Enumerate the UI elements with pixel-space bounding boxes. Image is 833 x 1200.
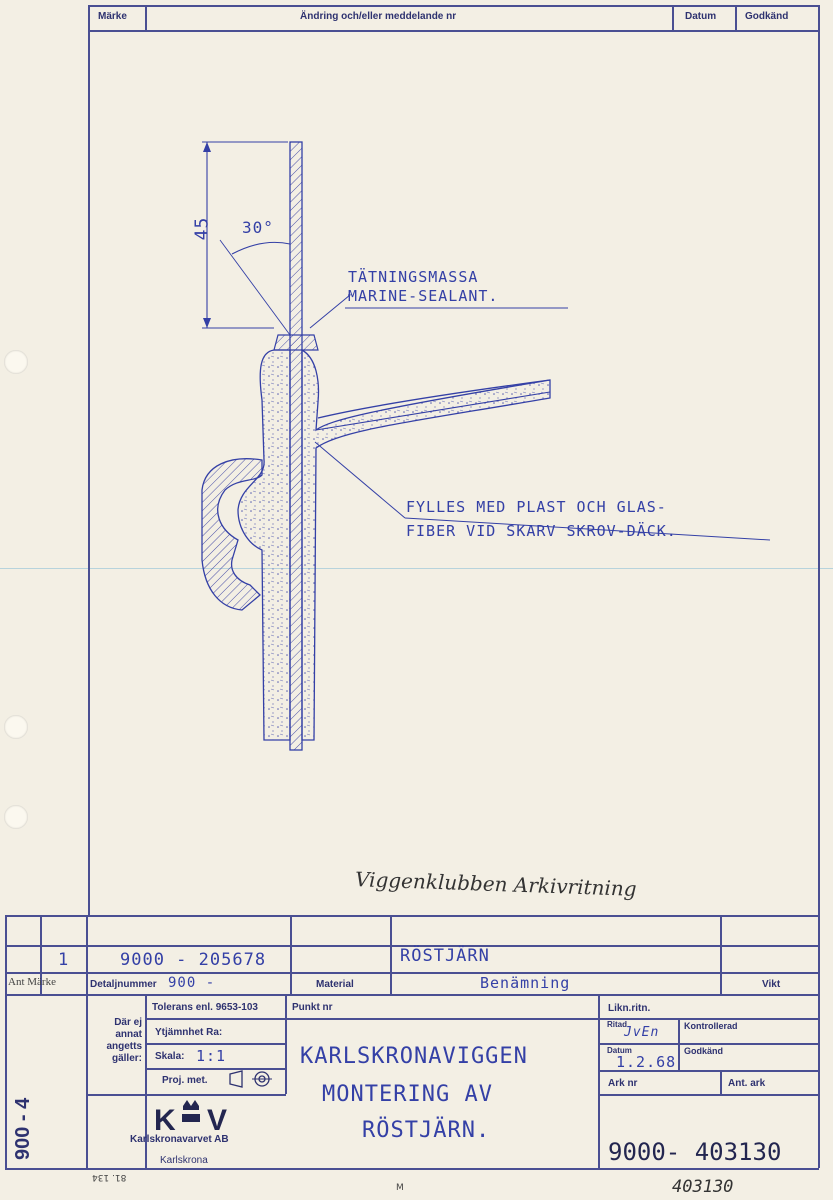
note-sealant-2: MARINE-SEALANT.: [348, 287, 499, 305]
tb-line: [598, 1094, 819, 1096]
tb-sep: [720, 1070, 722, 1094]
parts-line: [5, 915, 819, 917]
ytjamnhet-label: Ytjämnhet Ra:: [155, 1027, 223, 1038]
punch-hole: [4, 350, 28, 374]
parts-sep: [86, 915, 88, 1168]
projection-symbol-icon: [228, 1070, 276, 1088]
godkand-label: Godkänd: [684, 1046, 724, 1056]
parts-col-benamning: Benämning: [480, 974, 571, 992]
svg-text:V: V: [207, 1104, 228, 1134]
drawing-number: 9000- 403130: [608, 1138, 782, 1166]
note-fill-1: FYLLES MED PLAST OCH GLAS-: [406, 498, 667, 516]
frame-left: [88, 5, 90, 915]
tb-line: [598, 1043, 819, 1045]
tb-sep: [285, 994, 287, 1094]
title-line-2: MONTERING AV: [322, 1082, 493, 1107]
kv-logo: [152, 1098, 242, 1138]
footer-mark: M: [396, 1183, 404, 1193]
parts-col-vikt: Vikt: [762, 979, 781, 990]
hull-plate: [290, 142, 302, 750]
punch-hole: [4, 715, 28, 739]
archive-note: Viggenklubben Arkivritning: [354, 867, 638, 901]
header-marke: Märke: [98, 11, 127, 22]
parts-sep: [5, 915, 7, 1168]
laminate-inner: [302, 350, 550, 740]
parts-sep: [720, 915, 722, 994]
title-line-3: RÖSTJÄRN.: [362, 1118, 491, 1143]
company-name: Karlskronavarvet AB: [130, 1134, 229, 1145]
tolerans-label: Tolerans enl. 9653-103: [152, 1002, 258, 1013]
sealant-cap: [274, 335, 318, 350]
header-divider: [88, 30, 819, 32]
ritad-label: Ritad: [607, 1020, 627, 1029]
ark-nr-label: Ark nr: [608, 1078, 638, 1089]
proj-met-label: Proj. met.: [162, 1075, 208, 1086]
punkt-nr-label: Punkt nr: [292, 1002, 333, 1013]
dim-45: 45: [191, 216, 213, 241]
skala-value: 1:1: [196, 1047, 227, 1065]
parts-line: [5, 994, 819, 996]
frame-top: [88, 5, 819, 7]
form-code: 81. 134: [92, 1172, 127, 1182]
parts-sep: [390, 915, 392, 994]
parts-benamning: RÖSTJÄRN: [400, 946, 490, 966]
svg-text:K: K: [154, 1104, 176, 1134]
tb-sep: [678, 1018, 680, 1070]
laminate: [238, 350, 290, 740]
datum-label: Datum: [607, 1046, 632, 1055]
ant-ark-label: Ant. ark: [728, 1078, 766, 1089]
series-number: 900 - 4: [12, 1097, 34, 1160]
angle-arc: [232, 242, 290, 254]
note-fill-2: FIBER VID SKARV SKROV-DÄCK.: [406, 522, 677, 540]
leader-sealant: [310, 295, 350, 328]
parts-ant: 1: [58, 950, 70, 970]
parts-sep: [290, 915, 292, 994]
company-city: Karlskrona: [160, 1155, 208, 1166]
leader-fill: [315, 442, 405, 518]
header-datum: Datum: [685, 11, 717, 22]
kontrollerad-label: Kontrollerad: [684, 1021, 738, 1031]
datum-value: 1.2.68: [616, 1053, 677, 1071]
parts-detaljnummer: 9000 - 205678: [120, 950, 267, 970]
punch-hole: [4, 805, 28, 829]
title-line-1: KARLSKRONAVIGGEN: [300, 1044, 528, 1069]
parts-col-material: Material: [316, 979, 354, 990]
header-sep: [145, 5, 147, 31]
header-sep: [735, 5, 737, 31]
likn-ritn-label: Likn.ritn.: [608, 1003, 651, 1014]
header-godkand: Godkänd: [745, 11, 789, 22]
note-sealant-1: TÄTNINGSMASSA: [348, 268, 479, 286]
skala-label: Skala:: [155, 1051, 185, 1062]
ritad-value: JvEn: [624, 1025, 660, 1040]
parts-line: [5, 972, 819, 974]
tb-line: [86, 1094, 286, 1096]
kv-logo-icon: [152, 1098, 242, 1134]
below-stamp: 403130: [672, 1177, 734, 1197]
tb-line: [145, 1043, 285, 1045]
parts-col-detaljnummer: Detaljnummer: [90, 979, 157, 990]
tb-line: [5, 1168, 819, 1170]
tb-line: [598, 1018, 819, 1020]
tb-sep: [598, 994, 600, 1168]
angle-30: 30°: [242, 218, 274, 237]
parts-col-ant-marke: Ant Märke: [8, 976, 56, 988]
parts-detaljnummer-prefix: 900 -: [168, 975, 216, 991]
dar-ej-label: Där ej annat angetts gäller:: [106, 1017, 142, 1064]
header-sep: [672, 5, 674, 31]
header-andring: Ändring och/eller meddelande nr: [300, 11, 457, 22]
tb-line: [145, 1018, 599, 1020]
